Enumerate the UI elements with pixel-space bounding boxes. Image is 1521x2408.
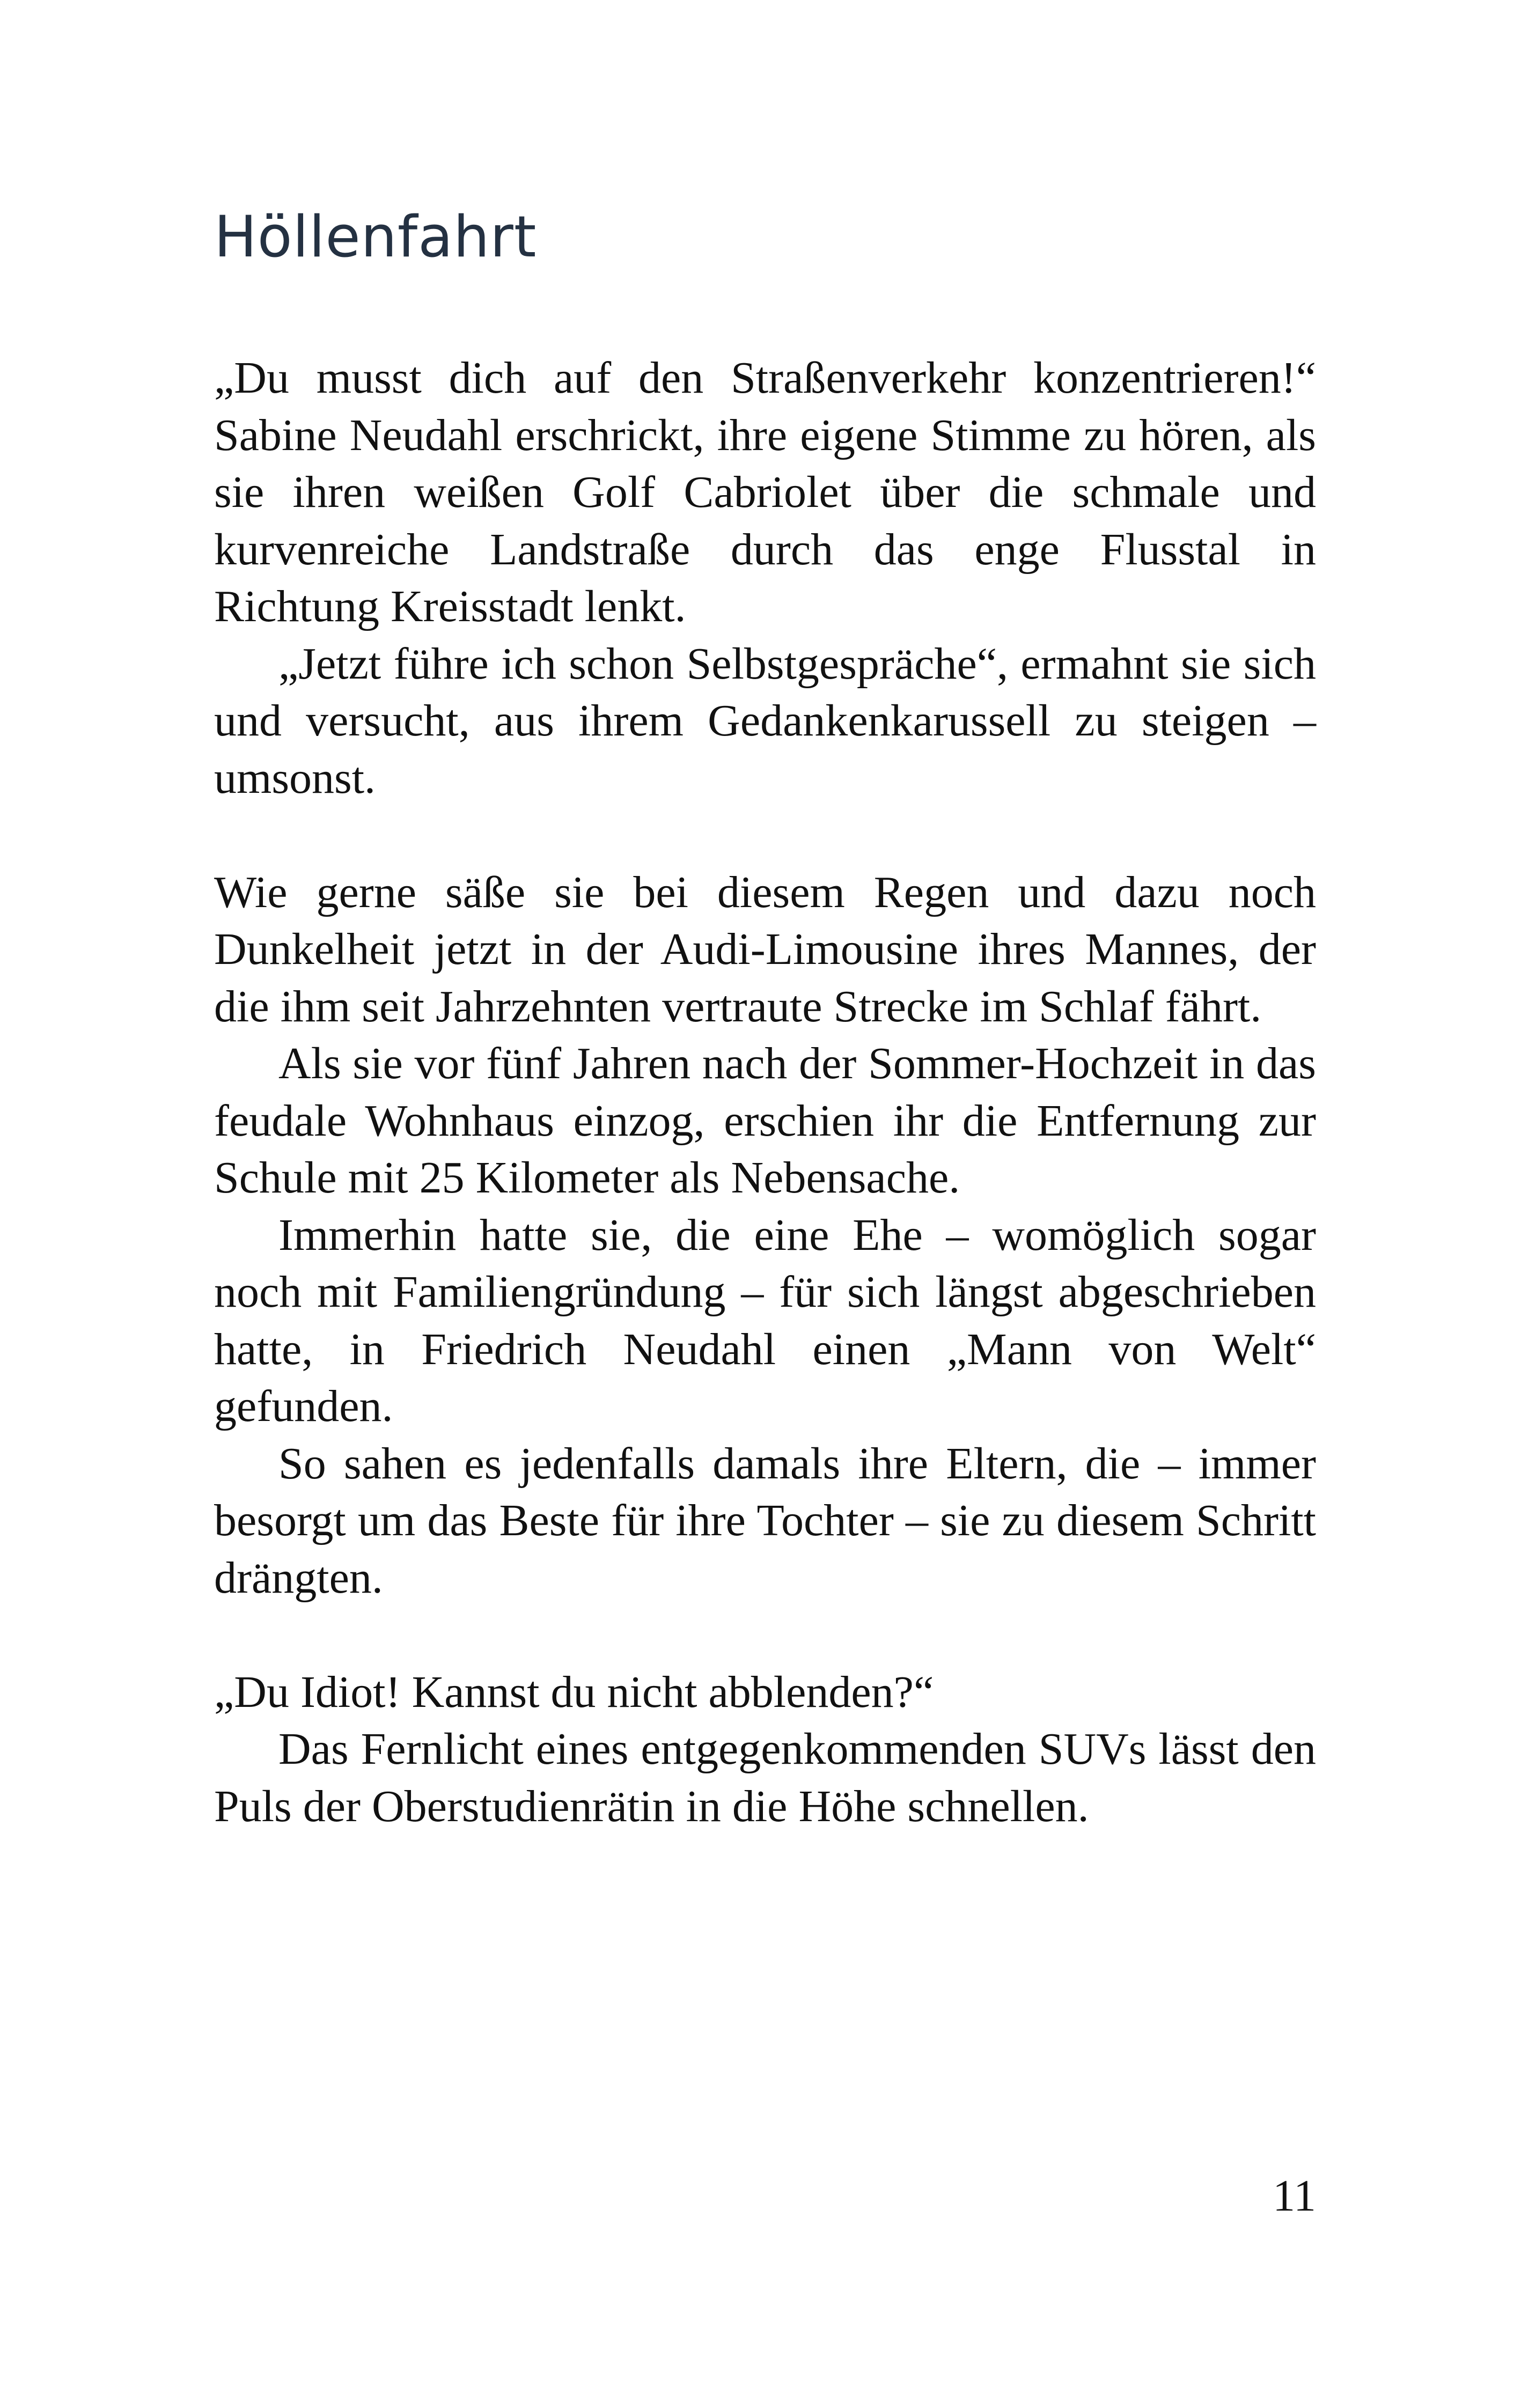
body-text — [214, 350, 1316, 1835]
paragraph-5: Immerhin hatte sie, die eine Ehe – womöglich sogar noch mit Familiengründung – für sich längst abgeschrieben hatte, in Friedrich Neudahl einen „Mann von Welt“ gefunden. — [214, 1210, 1316, 1431]
page-number: 11 — [1273, 2171, 1316, 2221]
chapter-title: Höllenfahrt — [214, 204, 537, 270]
paragraph-3: Wie gerne säße sie bei diesem Regen und dazu noch Dunkelheit jetzt in der Audi-Limousine ihres Mannes, der die ihm seit Jahrzehnten vertraute Strecke im Schlaf fährt. — [214, 867, 1316, 1032]
paragraph-1: „Du musst dich auf den Straßenverkehr konzentrieren!“ Sabine Neudahl erschrickt, ihre eigene Stimme zu hören, als sie ihren weißen Golf Cabriolet über die schmale und kurvenreiche Landstraße durch das enge Flusstal in Richtung Kreisstadt lenkt. — [214, 353, 1316, 631]
paragraph-6: So sahen es jedenfalls damals ihre Eltern, die – immer besorgt um das Beste für ihre Tochter – sie zu diesem Schritt drängten. — [214, 1438, 1316, 1603]
paragraph-2: „Jetzt führe ich schon Selbstgespräche“, ermahnt sie sich und versucht, aus ihrem Gedankenkarussell zu steigen – umsonst. — [214, 638, 1316, 803]
paragraph-7: „Du Idiot! Kannst du nicht abblenden?“ — [214, 1667, 934, 1717]
paragraph-4: Als sie vor fünf Jahren nach der Sommer-Hochzeit in das feudale Wohnhaus einzog, erschien ihr die Entfernung zur Schule mit 25 Kilometer als Nebensache. — [214, 1039, 1316, 1203]
paragraph-8: Das Fernlicht eines entgegenkommenden SUVs lässt den Puls der Oberstudienrätin in die Höhe schnellen. — [214, 1724, 1316, 1831]
